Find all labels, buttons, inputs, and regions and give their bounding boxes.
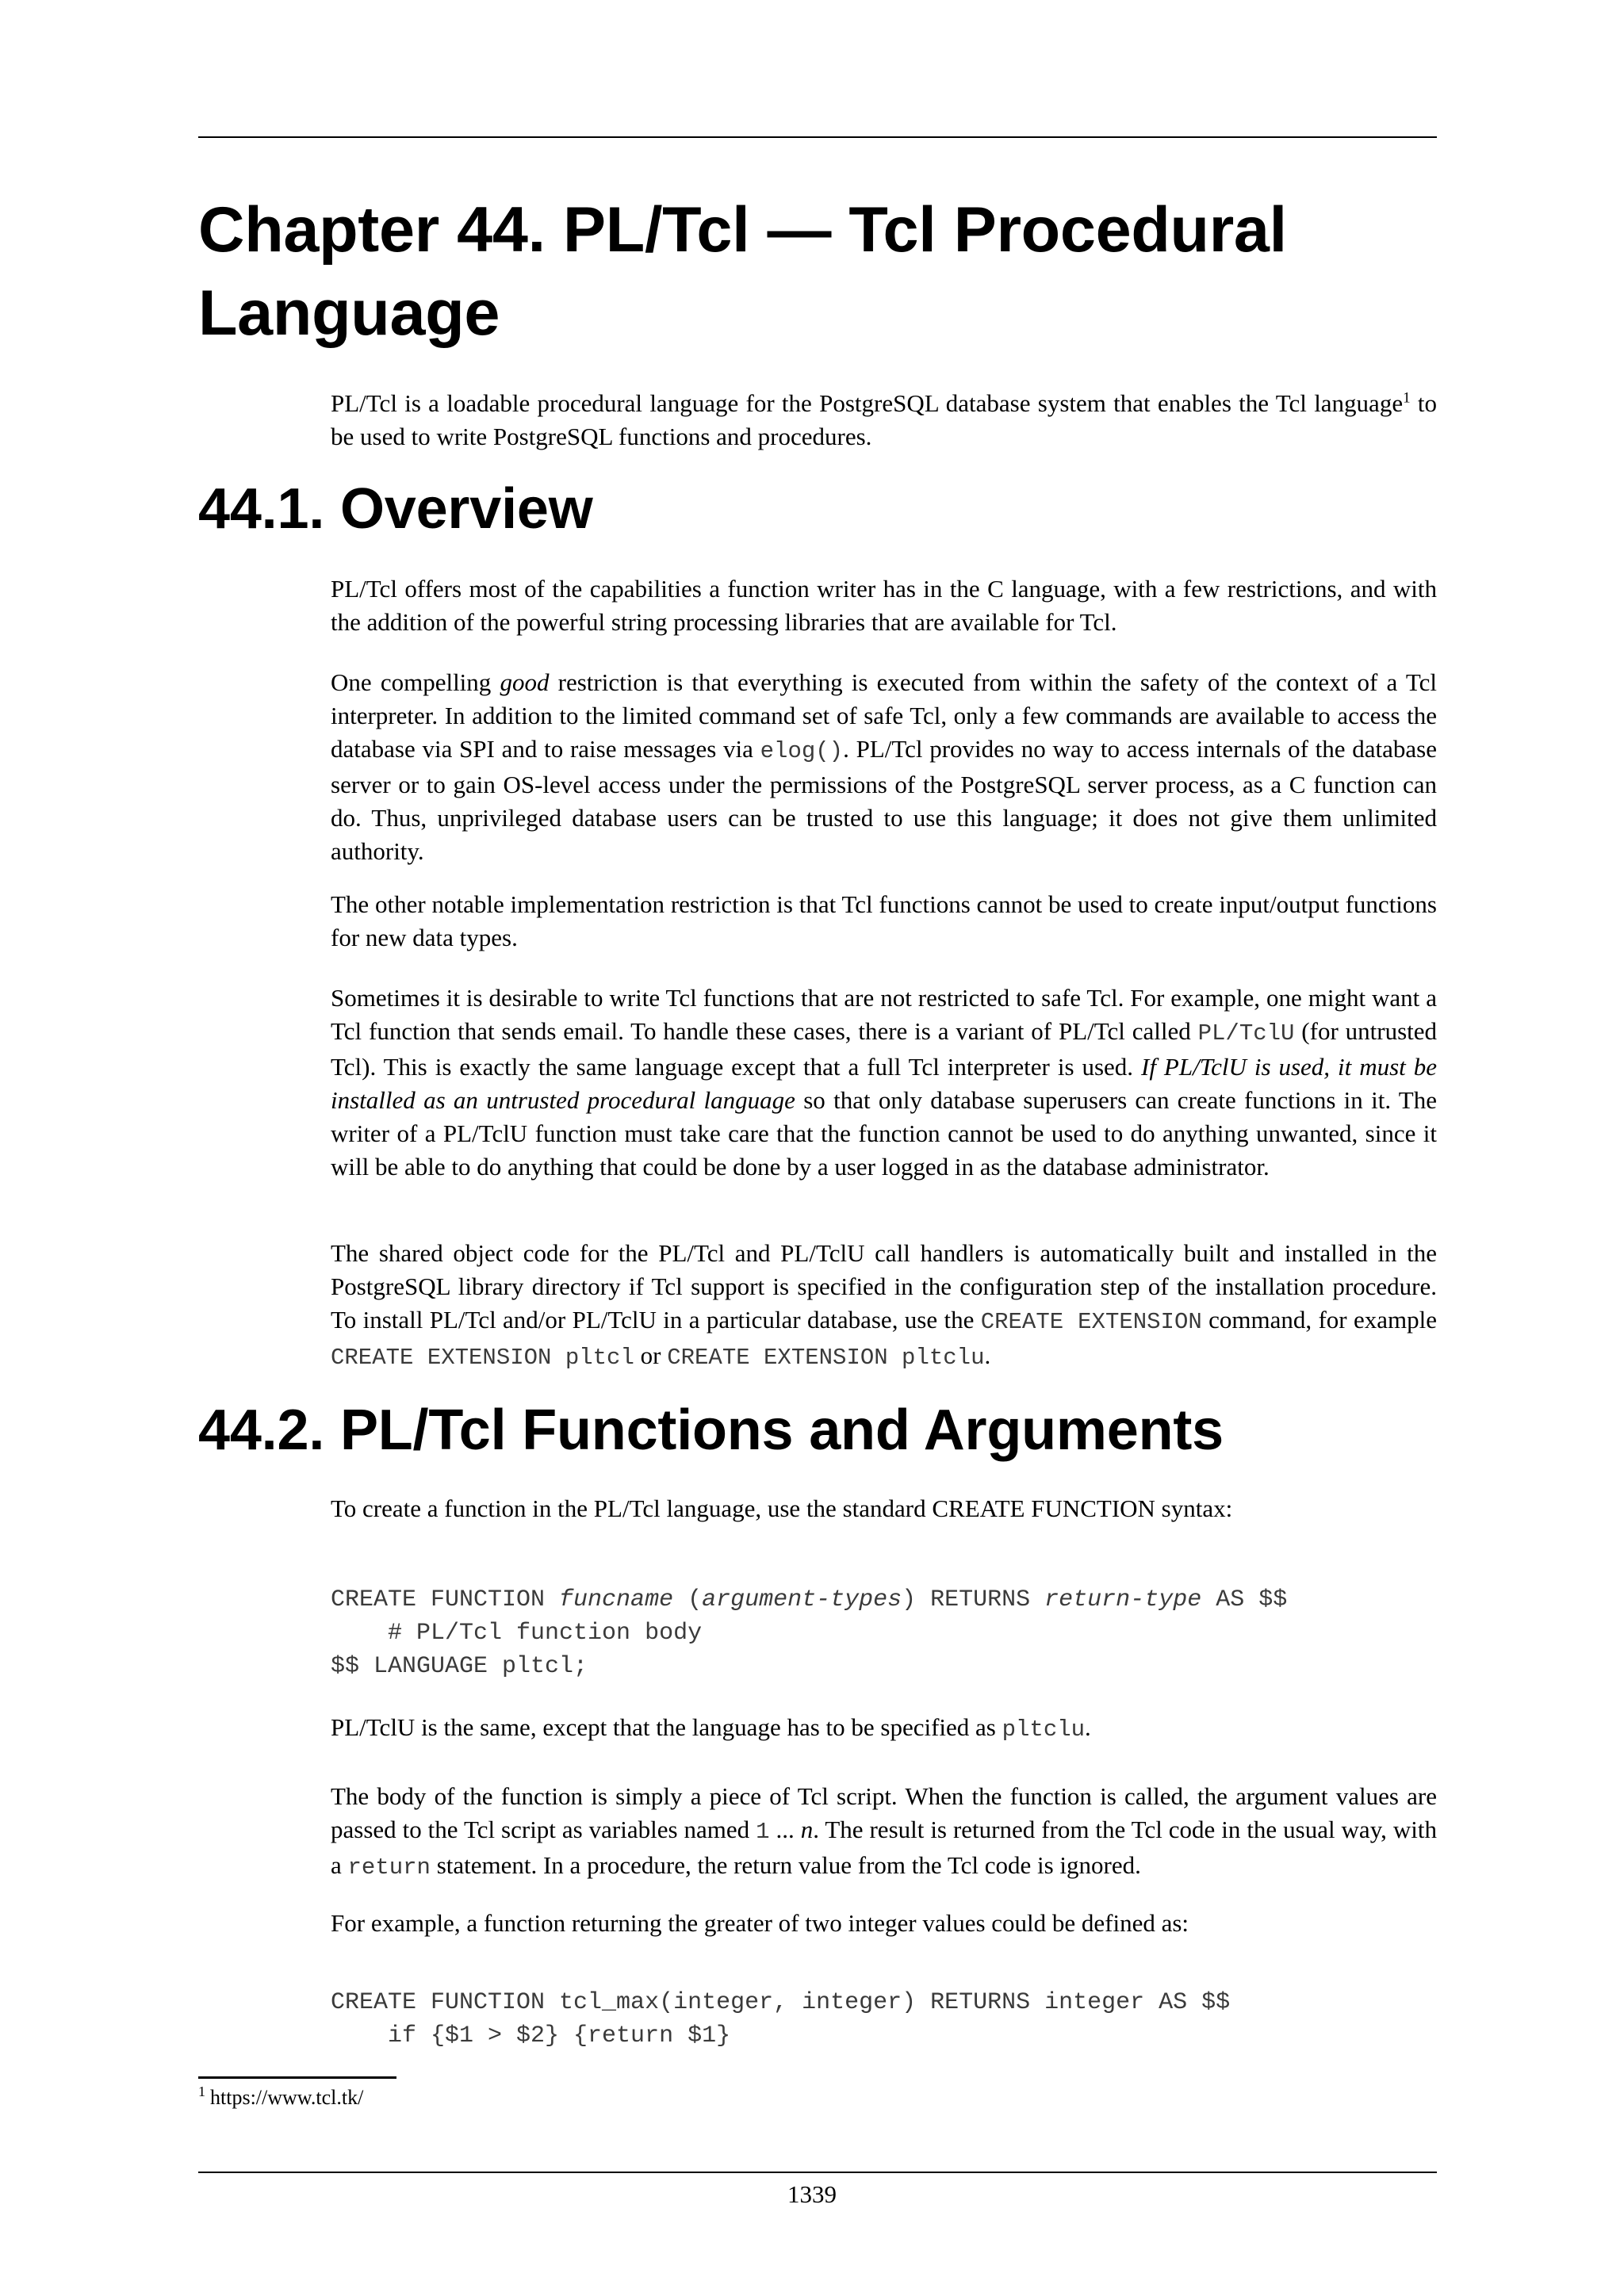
code-line: $$ LANGUAGE pltcl; [331, 1653, 588, 1680]
overview-paragraph-3: The other notable implementation restriction is that Tcl functions cannot be used to create input/output functions for new data types. [331, 890, 1437, 951]
text-span: PL/TclU is the same, except that the language has to be specified as [331, 1713, 1002, 1741]
text-span: statement. In a procedure, the return value from the Tcl code is ignored. [430, 1851, 1141, 1879]
code-block-create-function-syntax [331, 1583, 1457, 1683]
header-rule [198, 136, 1437, 138]
section-heading-functions-arguments: 44.2. PL/Tcl Functions and Arguments [198, 1399, 1224, 1462]
footnote-number: 1 [198, 2084, 205, 2100]
code-line: CREATE FUNCTION tcl_max(integer, integer) RETURNS integer AS $$ [331, 1989, 1231, 2016]
text-span: or [634, 1341, 668, 1369]
text-span: command, for example [1201, 1306, 1437, 1334]
inline-code-elog: elog() [760, 738, 844, 764]
emphasis: good [500, 668, 550, 696]
inline-code-return: return [347, 1854, 431, 1881]
code-placeholder: argument-types [702, 1586, 902, 1613]
emphasis: If PL/TclU is used, it must be installed as an untrusted procedural language [331, 1053, 1437, 1114]
emphasis: n [800, 1816, 814, 1843]
footnote-reference[interactable]: 1 [1403, 389, 1411, 407]
inline-code-pltclu: PL/TclU [1197, 1020, 1295, 1047]
inline-code-pltclu-lang: pltclu [1002, 1716, 1086, 1743]
footnote-link[interactable]: https://www.tcl.tk/ [210, 2086, 364, 2109]
footnote [198, 2084, 363, 2111]
footer-rule [198, 2172, 1437, 2173]
code-block-tcl-max [331, 1986, 1457, 2053]
text-span: . [984, 1341, 991, 1369]
page-number: 1339 [787, 2180, 837, 2208]
text-span: The shared object code for the PL/Tcl and PL/TclU call handlers is automatically built and installed in the PostgreSQL library directory if Tcl support is specified in the configuration step of the installation procedure. To install PL/Tcl and/or PL/TclU in a particular database, use the [331, 1239, 1437, 1334]
text-span: restriction is that everything is executed from within the safety of the context of a Tcl interpreter. In addition to the limited command set of safe Tcl, only a few commands are available to access the database via SPI and to raise messages via [331, 668, 1437, 763]
intro-text-1: PL/Tcl is a loadable procedural language for the PostgreSQL database system that enables the Tcl language [331, 389, 1404, 417]
text-span: . The result is returned from the Tcl code in the usual way, with a [331, 1816, 1438, 1879]
functions-paragraph-2 [331, 1711, 1437, 1747]
footnote-rule [198, 2076, 396, 2079]
overview-paragraph-5 [331, 1237, 1437, 1375]
text-span: ... [769, 1816, 801, 1843]
chapter-title: Chapter 44. PL/Tcl — Tcl Procedural Language [198, 194, 1287, 349]
inline-code-create-extension-pltclu: CREATE EXTENSION pltclu [667, 1345, 985, 1371]
functions-paragraph-1: To create a function in the PL/Tcl language, use the standard CREATE FUNCTION syntax: [331, 1494, 1233, 1522]
code-line: if {$1 > $2} {return $1} [331, 2022, 731, 2049]
text-span: . [1085, 1713, 1091, 1741]
text-span: . PL/Tcl provides no way to access internals of the database server or to gain OS-level access under the permissions of the PostgreSQL server process, as a C function can do. Thus, unprivileged database users can be trusted to use this language; it does not give them unlimited authority. [331, 735, 1437, 865]
text-span: so that only database superusers can create functions in it. The writer of a PL/TclU function must take care that the function cannot be used to do anything unwanted, since it will be able to do anything that could be done by a user logged in as the database administrator. [331, 1086, 1437, 1181]
functions-paragraph-3 [331, 1780, 1437, 1885]
text-span: (for untrusted Tcl). This is exactly the same language except that a full Tcl interpreter is used. [331, 1017, 1437, 1081]
intro-text-2: to be used to write PostgreSQL functions and procedures. [331, 389, 1437, 450]
text-span: One compelling [331, 668, 500, 696]
functions-paragraph-4: For example, a function returning the greater of two integer values could be defined as: [331, 1909, 1189, 1937]
overview-paragraph-2 [331, 666, 1437, 868]
inline-code-1: 1 [756, 1819, 770, 1845]
text-span: Sometimes it is desirable to write Tcl functions that are not restricted to safe Tcl. For example, one might want a Tcl function that sends email. To handle these cases, there is a variant of PL/Tcl called [331, 984, 1437, 1045]
inline-code-create-extension: CREATE EXTENSION [980, 1309, 1202, 1335]
overview-paragraph-1: PL/Tcl offers most of the capabilities a function writer has in the C language, with a few restrictions, and with the addition of the powerful string processing libraries that are available for Tcl. [331, 575, 1437, 636]
code-text: ) RETURNS [902, 1586, 1045, 1613]
code-line: # PL/Tcl function body [331, 1620, 703, 1647]
code-placeholder: funcname [559, 1586, 674, 1613]
text-span: The body of the function is simply a piece of Tcl script. When the function is called, the argument values are passed to the Tcl script as variables named [331, 1782, 1437, 1843]
intro-paragraph [331, 387, 1437, 453]
inline-code-create-extension-pltcl: CREATE EXTENSION pltcl [331, 1345, 634, 1371]
code-text: CREATE FUNCTION [331, 1586, 560, 1613]
section-heading-overview: 44.1. Overview [198, 477, 593, 541]
code-text: ( [673, 1586, 703, 1613]
code-text: AS $$ [1201, 1586, 1288, 1613]
code-placeholder: return-type [1044, 1586, 1202, 1613]
overview-paragraph-4 [331, 982, 1437, 1184]
